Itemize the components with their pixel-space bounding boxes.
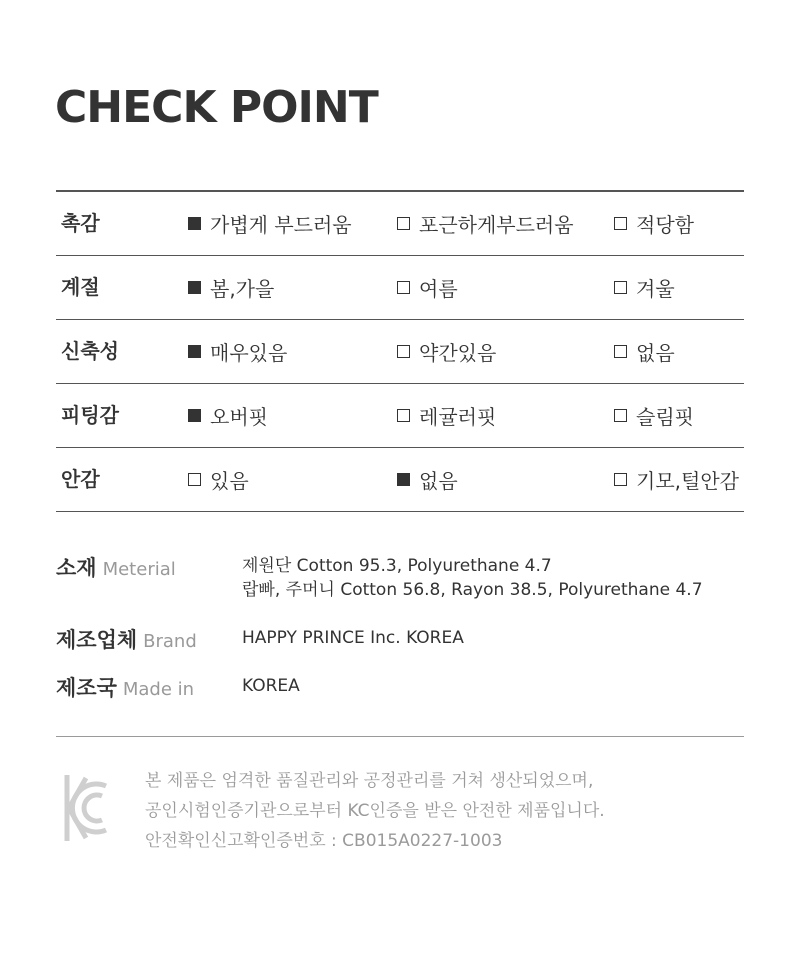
option-label: 있음 — [210, 469, 249, 493]
option-item — [188, 448, 249, 511]
option-label: 매우있음 — [210, 341, 288, 365]
checkbox-empty-icon — [188, 473, 201, 486]
certification-notice — [145, 766, 605, 856]
checklist-row-texture — [56, 192, 744, 256]
row-label: 계절 — [61, 275, 100, 299]
option-label: 여름 — [419, 277, 458, 301]
material-key-ko: 소재 — [56, 556, 97, 580]
checkpoint-table — [56, 190, 744, 512]
option-item — [397, 256, 458, 319]
option-item — [614, 448, 739, 511]
origin-key-en: Made in — [122, 679, 195, 700]
certification-line: 안전확인신고확인증번호 : CB015A0227-1003 — [145, 831, 503, 851]
checklist-row-lining — [56, 448, 744, 512]
checkbox-empty-icon — [614, 345, 627, 358]
option-item — [614, 192, 694, 255]
origin-key-ko: 제조국 — [56, 676, 117, 700]
option-label: 약간있음 — [419, 341, 497, 365]
checklist-row-season — [56, 256, 744, 320]
origin-key — [56, 672, 194, 702]
option-item — [188, 192, 352, 255]
option-label: 슬림핏 — [636, 405, 694, 429]
row-label: 피팅감 — [61, 403, 119, 427]
option-label: 봄,가을 — [210, 277, 275, 301]
option-item — [397, 320, 496, 383]
brand-key — [56, 624, 197, 654]
checkbox-checked-icon — [188, 409, 201, 422]
option-label: 가볍게 부드러움 — [210, 213, 352, 237]
checkbox-empty-icon — [614, 409, 627, 422]
brand-value: HAPPY PRINCE Inc. KOREA — [242, 628, 464, 648]
kc-certification-icon — [62, 772, 114, 844]
origin-value: KOREA — [242, 676, 300, 696]
option-label: 겨울 — [636, 277, 675, 301]
checkbox-checked-icon — [188, 345, 201, 358]
option-label: 없음 — [419, 469, 458, 493]
option-item — [614, 256, 675, 319]
option-label: 오버핏 — [210, 405, 268, 429]
option-item — [397, 192, 574, 255]
option-item — [614, 384, 694, 447]
row-label: 안감 — [61, 467, 100, 491]
checkbox-empty-icon — [614, 473, 627, 486]
section-divider — [56, 736, 744, 737]
material-value — [242, 554, 703, 602]
material-key-en: Meterial — [102, 559, 176, 580]
option-item — [614, 320, 675, 383]
checkbox-checked-icon — [188, 281, 201, 294]
option-label: 기모,털안감 — [636, 469, 739, 493]
checkbox-checked-icon — [188, 217, 201, 230]
option-item — [188, 320, 287, 383]
page-title: CHECK POINT — [55, 82, 378, 133]
row-label: 촉감 — [61, 211, 100, 235]
checkbox-empty-icon — [614, 281, 627, 294]
brand-key-ko: 제조업체 — [56, 628, 138, 652]
checkbox-empty-icon — [397, 281, 410, 294]
checkbox-checked-icon — [397, 473, 410, 486]
option-item — [397, 448, 458, 511]
checkbox-empty-icon — [614, 217, 627, 230]
row-label: 신축성 — [61, 339, 119, 363]
option-item — [397, 384, 496, 447]
certification-line: 공인시험인증기관으로부터 KC인증을 받은 안전한 제품입니다. — [145, 801, 605, 821]
material-line: 제원단 Cotton 95.3, Polyurethane 4.7 — [242, 556, 552, 576]
material-key — [56, 552, 176, 582]
option-label: 없음 — [636, 341, 675, 365]
checkbox-empty-icon — [397, 409, 410, 422]
option-label: 레귤러핏 — [419, 405, 497, 429]
option-label: 적당함 — [636, 213, 694, 237]
checkbox-empty-icon — [397, 345, 410, 358]
certification-line: 본 제품은 엄격한 품질관리와 공정관리를 거쳐 생산되었으며, — [145, 771, 594, 791]
option-item — [188, 256, 274, 319]
brand-key-en: Brand — [143, 631, 197, 652]
material-line: 랍빠, 주머니 Cotton 56.8, Rayon 38.5, Polyurethane 4.7 — [242, 580, 703, 600]
checklist-row-fit — [56, 384, 744, 448]
option-item — [188, 384, 268, 447]
checklist-row-stretch — [56, 320, 744, 384]
checkbox-empty-icon — [397, 217, 410, 230]
option-label: 포근하게부드러움 — [419, 213, 574, 237]
